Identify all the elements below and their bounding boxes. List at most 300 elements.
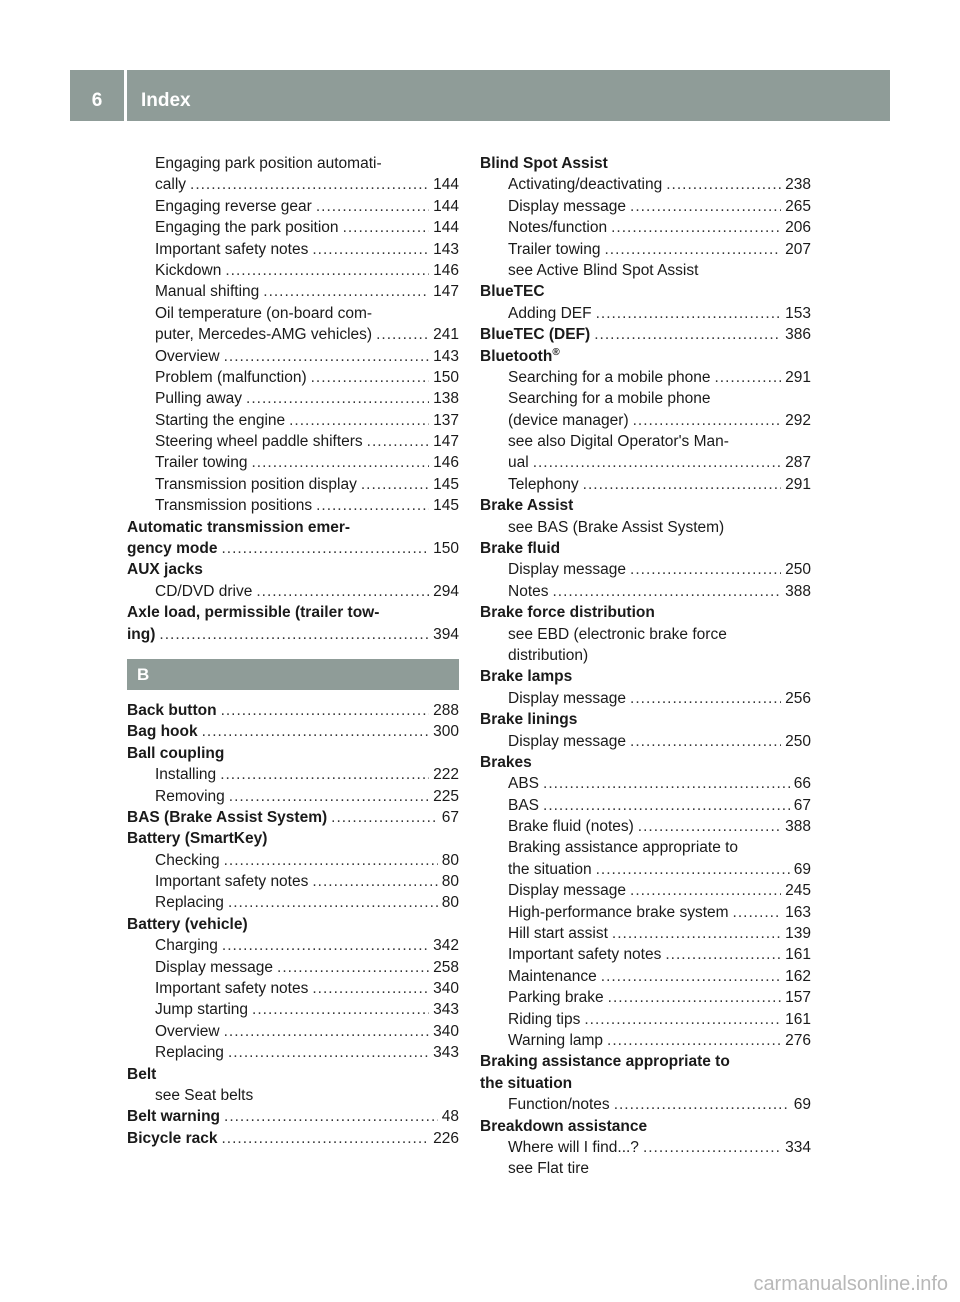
entry-text: Braking assistance appropriate to <box>480 1053 730 1071</box>
index-entry <box>480 666 811 687</box>
dot-leader <box>202 721 430 742</box>
dot-leader <box>596 303 782 324</box>
entry-text: CD/DVD drive <box>155 582 253 600</box>
entry-text: BAS (Brake Assist System) <box>127 808 328 826</box>
entry-text: Parking brake <box>508 989 604 1007</box>
index-subentry <box>127 153 459 174</box>
entry-text: Problem (malfunction) <box>155 368 307 386</box>
entry-text: Starting the engine <box>155 411 286 429</box>
index-subentry[interactable] <box>480 581 811 602</box>
entry-text: Automatic transmission emer- <box>127 518 351 536</box>
page-ref[interactable]: 291 <box>785 475 811 493</box>
index-entry <box>480 709 811 730</box>
entry-text: Important safety notes <box>508 946 662 964</box>
header-divider <box>124 70 127 121</box>
index-entry <box>127 1064 459 1085</box>
entry-text: Trailer towing <box>508 240 601 258</box>
entry-text: (device manager) <box>508 411 629 429</box>
page-ref[interactable]: 157 <box>785 989 811 1007</box>
page-ref[interactable]: 388 <box>785 582 811 600</box>
page-ref[interactable]: 245 <box>785 882 811 900</box>
index-entry[interactable] <box>127 1128 459 1149</box>
dot-leader <box>633 410 782 431</box>
dot-leader <box>159 624 429 645</box>
entry-text: Belt warning <box>127 1108 221 1126</box>
index-subentry[interactable] <box>480 217 811 238</box>
dot-leader <box>312 239 429 260</box>
entry-text: Function/notes <box>508 1096 610 1114</box>
entry-text: Battery (SmartKey) <box>127 830 268 848</box>
entry-text: see Seat belts <box>155 1087 254 1104</box>
dot-leader <box>224 1106 438 1127</box>
entry-text: Trailer towing <box>155 454 248 472</box>
entry-text: Brake linings <box>480 711 578 729</box>
entry-text: Display message <box>508 561 627 579</box>
page-ref[interactable]: 225 <box>433 787 459 805</box>
dot-leader <box>246 388 429 409</box>
index-subentry <box>480 624 811 645</box>
page-number: 6 <box>91 90 103 111</box>
entry-text: Kickdown <box>155 261 222 279</box>
page-ref[interactable]: 146 <box>433 454 459 472</box>
page-ref[interactable]: 265 <box>785 197 811 215</box>
dot-leader <box>367 431 429 452</box>
index-subentry <box>480 645 811 666</box>
index-subentry[interactable] <box>127 850 459 871</box>
index-subentry[interactable] <box>127 581 459 602</box>
dot-leader <box>614 1094 790 1115</box>
index-subentry[interactable] <box>127 474 459 495</box>
index-subentry[interactable] <box>127 281 459 302</box>
index-subentry[interactable] <box>127 174 459 195</box>
entry-text: Notes <box>508 582 549 600</box>
index-subentry[interactable] <box>480 880 811 901</box>
entry-text: Ball coupling <box>127 744 225 762</box>
header-bar <box>70 70 890 121</box>
index-entry[interactable] <box>127 721 459 742</box>
entry-text: Belt <box>127 1065 157 1083</box>
page-ref[interactable]: 143 <box>433 347 459 365</box>
entry-text: Transmission position display <box>155 475 357 493</box>
page-ref[interactable]: 139 <box>785 925 811 943</box>
dot-leader <box>222 935 429 956</box>
index-subentry[interactable] <box>127 978 459 999</box>
index-entry <box>127 602 459 623</box>
dot-leader <box>601 966 781 987</box>
dot-leader <box>630 559 781 580</box>
index-subentry <box>480 1158 811 1179</box>
index-entry[interactable] <box>127 807 459 828</box>
index-subentry <box>480 260 811 281</box>
index-entry[interactable] <box>127 624 459 645</box>
page-ref[interactable]: 150 <box>433 368 459 386</box>
page-ref[interactable]: 69 <box>793 1096 811 1114</box>
entry-text: Riding tips <box>508 1010 581 1028</box>
entry-text: Telephony <box>508 475 579 493</box>
index-subentry[interactable] <box>480 1137 811 1158</box>
dot-leader <box>277 957 429 978</box>
entry-text: Warning lamp <box>508 1032 604 1049</box>
dot-leader <box>594 324 781 345</box>
dot-leader <box>733 902 782 923</box>
page-ref[interactable]: 163 <box>785 903 811 921</box>
page-ref[interactable]: 150 <box>433 540 459 558</box>
entry-text: Where will I find...? <box>508 1138 639 1156</box>
index-subentry[interactable] <box>480 795 811 816</box>
entry-text: Back button <box>127 701 217 719</box>
entry-text: the situation <box>480 1074 573 1092</box>
page-ref[interactable]: 342 <box>433 937 459 955</box>
index-subentry[interactable] <box>127 871 459 892</box>
index-subentry[interactable] <box>480 944 811 965</box>
index-subentry[interactable] <box>127 346 459 367</box>
entry-text: Activating/deactivating <box>508 176 663 194</box>
index-entry[interactable] <box>127 700 459 721</box>
entry-text: Adding DEF <box>508 304 592 322</box>
index-subentry[interactable] <box>127 324 459 345</box>
page-ref[interactable]: 153 <box>785 304 811 322</box>
index-entry[interactable] <box>127 1106 459 1127</box>
dot-leader <box>643 1137 781 1158</box>
index-section-header: B <box>127 659 459 690</box>
entry-text: Charging <box>155 937 218 955</box>
index-subentry[interactable] <box>480 773 811 794</box>
index-subentry[interactable] <box>127 452 459 473</box>
index-subentry[interactable] <box>480 367 811 388</box>
dot-leader <box>630 731 781 752</box>
entry-text: Bicycle rack <box>127 1129 218 1147</box>
page-ref[interactable]: 161 <box>785 946 811 964</box>
entry-text: Notes/function <box>508 219 608 237</box>
index-subentry <box>480 431 811 452</box>
index-subentry <box>127 1085 459 1106</box>
index-subentry[interactable] <box>127 388 459 409</box>
entry-text: Blind Spot Assist <box>480 154 608 172</box>
entry-text: Bluetooth® <box>480 346 560 365</box>
index-subentry[interactable] <box>127 764 459 785</box>
index-subentry <box>480 517 811 538</box>
index-entry[interactable] <box>127 538 459 559</box>
page-ref[interactable]: 287 <box>785 454 811 472</box>
index-entry <box>480 153 811 174</box>
page-ref[interactable]: 161 <box>785 1010 811 1028</box>
page-ref[interactable]: 388 <box>785 818 811 836</box>
dot-leader <box>289 410 429 431</box>
dot-leader <box>225 260 429 281</box>
dot-leader <box>665 944 781 965</box>
index-entry <box>127 559 459 580</box>
dot-leader <box>543 795 790 816</box>
page-ref[interactable]: 238 <box>785 176 811 194</box>
watermark: carmanualsonline.info <box>753 1273 948 1295</box>
dot-leader <box>607 1030 781 1051</box>
index-subentry <box>480 838 811 859</box>
index-column-right <box>480 153 811 1180</box>
entry-text: Oil temperature (on-board com- <box>155 304 373 322</box>
entry-text: Manual shifting <box>155 283 260 301</box>
registered-mark: ® <box>552 346 560 358</box>
entry-text: Bag hook <box>127 723 198 741</box>
entry-text: Overview <box>155 347 220 365</box>
index-entry <box>127 517 459 538</box>
entry-text: Brake fluid (notes) <box>508 818 634 836</box>
page-ref[interactable]: 143 <box>433 240 459 258</box>
page-ref[interactable]: 144 <box>433 197 459 215</box>
index-entry <box>480 1116 811 1137</box>
page-ref[interactable]: 292 <box>785 411 811 429</box>
entry-text: Breakdown assistance <box>480 1117 648 1135</box>
index-subentry <box>480 388 811 409</box>
dot-leader <box>604 239 781 260</box>
dot-leader <box>553 581 782 602</box>
page-ref[interactable]: 146 <box>433 261 459 279</box>
entry-text: Display message <box>155 958 274 976</box>
index-subentry[interactable] <box>127 1021 459 1042</box>
index-subentry[interactable] <box>480 410 811 431</box>
index-subentry[interactable] <box>480 1009 811 1030</box>
entry-text: Steering wheel paddle shifters <box>155 433 363 451</box>
page-ref[interactable]: 67 <box>441 808 459 826</box>
dot-leader <box>221 700 430 721</box>
entry-text: Engaging park position automati- <box>155 154 382 172</box>
page-ref[interactable]: 206 <box>785 219 811 237</box>
entry-text: AUX jacks <box>127 561 203 579</box>
index-subentry[interactable] <box>480 1030 811 1051</box>
dot-leader <box>312 871 437 892</box>
index-subentry[interactable] <box>127 367 459 388</box>
index-subentry <box>127 303 459 324</box>
entry-text: Display message <box>508 689 627 707</box>
page-ref[interactable]: 276 <box>785 1032 811 1049</box>
dot-leader <box>222 1128 430 1149</box>
page-ref[interactable]: 288 <box>433 701 459 719</box>
index-subentry[interactable] <box>127 957 459 978</box>
page-ref[interactable]: 207 <box>785 240 811 258</box>
page-ref[interactable]: 250 <box>785 732 811 750</box>
index-subentry[interactable] <box>127 893 459 914</box>
page-ref[interactable]: 67 <box>793 796 811 814</box>
dot-leader <box>612 923 781 944</box>
index-subentry[interactable] <box>480 902 811 923</box>
page-ref[interactable]: 258 <box>433 958 459 976</box>
index-subentry[interactable] <box>480 196 811 217</box>
page-ref[interactable]: 80 <box>441 851 459 869</box>
page-ref[interactable]: 340 <box>433 1022 459 1040</box>
index-subentry[interactable] <box>480 859 811 880</box>
page-ref[interactable]: 241 <box>433 326 459 344</box>
entry-text: see EBD (electronic brake force <box>508 625 727 643</box>
entry-text: Brakes <box>480 753 532 771</box>
entry-text: gency mode <box>127 540 218 558</box>
page-ref[interactable]: 147 <box>433 283 459 301</box>
page-ref[interactable]: 343 <box>433 1044 459 1062</box>
entry-text: Removing <box>155 787 225 805</box>
dot-leader <box>221 538 429 559</box>
dot-leader <box>630 688 781 709</box>
entry-text: Searching for a mobile phone <box>508 368 711 386</box>
entry-text: see also Digital Operator's Man- <box>508 433 729 451</box>
page-ref[interactable]: 226 <box>433 1129 459 1147</box>
index-subentry[interactable] <box>480 731 811 752</box>
index-column-left <box>127 153 459 1149</box>
entry-text: Hill start assist <box>508 925 608 943</box>
entry-text: Brake lamps <box>480 668 573 686</box>
index-subentry[interactable] <box>127 196 459 217</box>
index-subentry[interactable] <box>480 559 811 580</box>
index-entry <box>480 1073 811 1094</box>
entry-text: ABS <box>508 775 540 793</box>
entry-text: see Flat tire <box>508 1160 589 1178</box>
entry-text: Important safety notes <box>155 980 309 998</box>
index-subentry[interactable] <box>480 816 811 837</box>
index-subentry[interactable] <box>480 174 811 195</box>
entry-text: Maintenance <box>508 967 597 985</box>
dot-leader <box>331 807 438 828</box>
dot-leader <box>343 217 430 238</box>
page-ref[interactable]: 137 <box>433 411 459 429</box>
page-ref[interactable]: 80 <box>441 873 459 891</box>
index-subentry[interactable] <box>127 431 459 452</box>
page-ref[interactable]: 144 <box>433 219 459 237</box>
entry-text: ing) <box>127 625 156 643</box>
entry-text: Display message <box>508 197 627 215</box>
dot-leader <box>533 452 781 473</box>
index-subentry[interactable] <box>127 217 459 238</box>
entry-text: ual <box>508 454 529 472</box>
index-subentry[interactable] <box>127 786 459 807</box>
dot-leader <box>316 495 429 516</box>
index-subentry[interactable] <box>127 410 459 431</box>
page-ref[interactable]: 147 <box>433 433 459 451</box>
entry-text: see BAS (Brake Assist System) <box>508 518 725 536</box>
dot-leader <box>543 773 790 794</box>
entry-text: BlueTEC (DEF) <box>480 326 591 344</box>
entry-text: puter, Mercedes-AMG vehicles) <box>155 326 373 344</box>
entry-text: Engaging the park position <box>155 219 339 237</box>
entry-text: the situation <box>508 860 592 878</box>
index-entry[interactable] <box>480 324 811 345</box>
index-subentry[interactable] <box>480 303 811 324</box>
page-ref[interactable]: 69 <box>793 860 811 878</box>
index-subentry[interactable] <box>480 474 811 495</box>
dot-leader <box>252 999 429 1020</box>
entry-text: Pulling away <box>155 390 243 408</box>
entry-text: Checking <box>155 851 220 869</box>
entry-text: High-performance brake system <box>508 903 729 921</box>
page-ref[interactable]: 145 <box>433 475 459 493</box>
index-subentry[interactable] <box>127 935 459 956</box>
page-ref[interactable]: 138 <box>433 390 459 408</box>
dot-leader <box>583 474 781 495</box>
dot-leader <box>608 987 781 1008</box>
page-ref[interactable]: 343 <box>433 1001 459 1019</box>
dot-leader <box>228 1042 429 1063</box>
dot-leader <box>666 174 781 195</box>
dot-leader <box>376 324 429 345</box>
entry-text: Replacing <box>155 894 224 912</box>
page-ref[interactable]: 48 <box>441 1108 459 1126</box>
index-entry <box>480 1051 811 1072</box>
index-subentry[interactable] <box>480 987 811 1008</box>
page-ref[interactable]: 145 <box>433 497 459 515</box>
entry-text: Important safety notes <box>155 873 309 891</box>
index-subentry[interactable] <box>127 495 459 516</box>
index-subentry[interactable] <box>480 1094 811 1115</box>
entry-text: Jump starting <box>155 1001 249 1019</box>
index-subentry[interactable] <box>480 239 811 260</box>
dot-leader <box>715 367 782 388</box>
page-ref[interactable]: 144 <box>433 176 459 194</box>
page-ref[interactable]: 256 <box>785 689 811 707</box>
page-ref[interactable]: 222 <box>433 766 459 784</box>
page-ref[interactable]: 340 <box>433 980 459 998</box>
index-entry <box>480 538 811 559</box>
dot-leader <box>190 174 429 195</box>
page-ref[interactable]: 294 <box>433 582 459 600</box>
entry-text: Brake Assist <box>480 497 574 515</box>
dot-leader <box>251 452 429 473</box>
page-ref[interactable]: 386 <box>785 326 811 344</box>
page-ref[interactable]: 80 <box>441 894 459 912</box>
entry-text: Searching for a mobile phone <box>508 390 711 408</box>
entry-text: Braking assistance appropriate to <box>508 839 739 857</box>
entry-text: Overview <box>155 1022 220 1040</box>
dot-leader <box>638 816 781 837</box>
entry-text: distribution) <box>508 646 589 664</box>
page-ref[interactable]: 300 <box>433 723 459 741</box>
entry-text: Display message <box>508 732 627 750</box>
entry-text: Transmission positions <box>155 497 313 515</box>
entry-text: Battery (vehicle) <box>127 915 248 933</box>
index-subentry[interactable] <box>480 923 811 944</box>
dot-leader <box>263 281 429 302</box>
entry-text: Installing <box>155 766 217 784</box>
page-ref[interactable]: 394 <box>433 625 459 643</box>
page-ref[interactable]: 162 <box>785 967 811 985</box>
index-subentry[interactable] <box>127 999 459 1020</box>
entry-text: Display message <box>508 882 627 900</box>
dot-leader <box>630 196 781 217</box>
dot-leader <box>256 581 429 602</box>
dot-leader <box>311 367 430 388</box>
page-ref[interactable]: 291 <box>785 368 811 386</box>
index-subentry[interactable] <box>127 1042 459 1063</box>
index-entry <box>127 914 459 935</box>
entry-text: Brake force distribution <box>480 604 655 622</box>
index-subentry[interactable] <box>480 688 811 709</box>
page-title: Index <box>141 90 191 111</box>
dot-leader <box>630 880 781 901</box>
index-entry <box>480 602 811 623</box>
index-entry <box>480 281 811 302</box>
index-subentry[interactable] <box>127 260 459 281</box>
index-subentry[interactable] <box>480 966 811 987</box>
dot-leader <box>316 196 429 217</box>
index-subentry[interactable] <box>480 452 811 473</box>
entry-text: Engaging reverse gear <box>155 197 312 215</box>
page-ref[interactable]: 66 <box>793 775 811 793</box>
dot-leader <box>229 786 429 807</box>
entry-text: see Active Blind Spot Assist <box>508 261 699 279</box>
entry-text: cally <box>155 176 187 194</box>
page-ref[interactable]: 334 <box>785 1138 811 1156</box>
dot-leader <box>361 474 429 495</box>
entry-text: BAS <box>508 796 540 814</box>
index-subentry[interactable] <box>127 239 459 260</box>
entry-text: BlueTEC <box>480 283 545 301</box>
page-ref[interactable]: 250 <box>785 561 811 579</box>
dot-leader <box>611 217 781 238</box>
